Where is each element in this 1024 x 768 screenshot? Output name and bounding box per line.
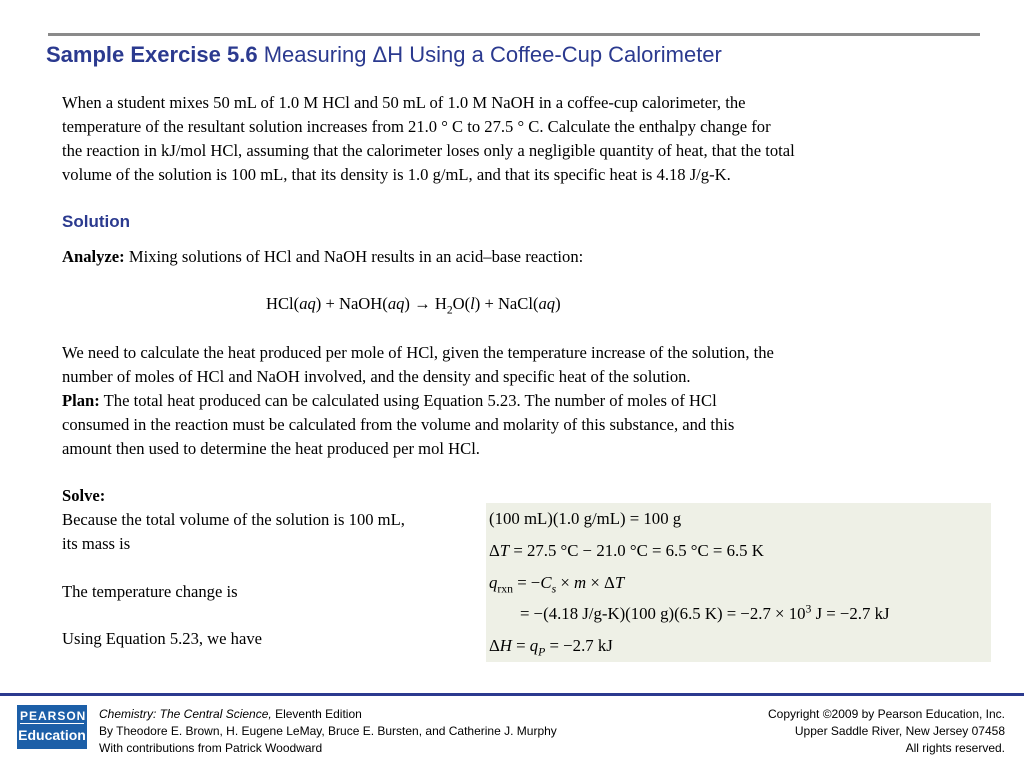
authors: By Theodore E. Brown, H. Eugene LeMay, Bruce E. Bursten, and Catherine J. Murphy: [99, 724, 557, 738]
problem-line: When a student mixes 50 mL of 1.0 M HCl and 50 mL of 1.0 M NaOH in a coffee-cup calorimeter, the: [62, 93, 746, 112]
solve-label: Solve:: [62, 486, 106, 505]
need-line: number of moles of HCl and NaOH involved, and the density and specific heat of the solution.: [62, 367, 691, 386]
title-lead: Sample Exercise 5.6: [46, 42, 258, 67]
rights: All rights reserved.: [905, 741, 1005, 755]
delta-t-equation: ΔT = 27.5 °C − 21.0 °C = 6.5 °C = 6.5 K: [489, 541, 764, 560]
title-rest: Measuring ΔH Using a Coffee-Cup Calorimeter: [263, 42, 722, 67]
mass-text: its mass is: [62, 534, 131, 553]
plan-line: consumed in the reaction must be calculated from the volume and molarity of this substance, and this: [62, 415, 735, 434]
book-title: Chemistry: The Central Science,: [99, 707, 272, 721]
footer-divider: [0, 693, 1024, 696]
contributors: With contributions from Patrick Woodward: [99, 741, 323, 755]
book-credits: Chemistry: The Central Science, Eleventh Edition By Theodore E. Brown, H. Eugene LeMay, Bruce E. Bursten, and Catherine J. Murphy With contributions from Patrick Woodward: [99, 707, 557, 755]
copyright-block: [768, 706, 1005, 757]
equation-panel: [486, 503, 991, 662]
equation-text: Using Equation 5.23, we have: [62, 629, 263, 648]
plan-label: Plan:: [62, 391, 100, 410]
slide-title: [46, 42, 722, 68]
mass-text: Because the total volume of the solution is 100 mL,: [62, 510, 405, 529]
temp-text: The temperature change is: [62, 582, 238, 601]
pearson-logo: PEARSON Education: [17, 705, 87, 749]
q-equation: $q_{rxn} = -C_s \times m \times \Delta T$: [489, 573, 625, 596]
problem-statement: [62, 91, 795, 187]
mass-equation: (100 mL)(1.0 g/mL) = 100 g: [489, 509, 682, 528]
reaction-equation: HCl(aq) + NaOH(aq) → $H_2O(l)$ + NaCl(aq): [266, 294, 561, 317]
address: Upper Saddle River, New Jersey 07458: [794, 724, 1005, 738]
analyze-line: [62, 245, 583, 269]
analyze-label: Analyze:: [62, 247, 125, 266]
analyze-text: Mixing solutions of HCl and NaOH results in an acid–base reaction:: [128, 247, 584, 266]
q-value-equation: = −(4.18 J/g-K)(100 g)(6.5 $K) = -2.7 \times 10^3$ J = −2.7 kJ: [520, 602, 890, 623]
need-paragraph: [62, 341, 774, 461]
delta-h-equation: $\Delta H = q_P = -2.7$ kJ: [489, 636, 613, 659]
problem-line: volume of the solution is 100 mL, that its density is 1.0 g/mL, and that its specific heat is 4.18 J/g-K.: [62, 165, 731, 184]
problem-line: temperature of the resultant solution increases from 21.0 ° C to 27.5 ° C. Calculate the enthalpy change for: [62, 117, 771, 136]
problem-line: the reaction in kJ/mol HCl, assuming that the calorimeter loses only a negligible quantity of heat, that the total: [62, 141, 795, 160]
need-line: We need to calculate the heat produced per mole of HCl, given the temperature increase of the solution, the: [62, 343, 774, 362]
copyright: Copyright ©2009 by Pearson Education, Inc.: [768, 707, 1005, 721]
top-divider: [48, 33, 980, 36]
solve-section: [62, 484, 405, 556]
plan-line: Plan: The total heat produced can be calculated using Equation 5.23. The number of moles of HCl: [62, 391, 717, 410]
plan-line: amount then used to determine the heat produced per mol HCl.: [62, 439, 480, 458]
solution-heading: Solution: [62, 212, 130, 231]
